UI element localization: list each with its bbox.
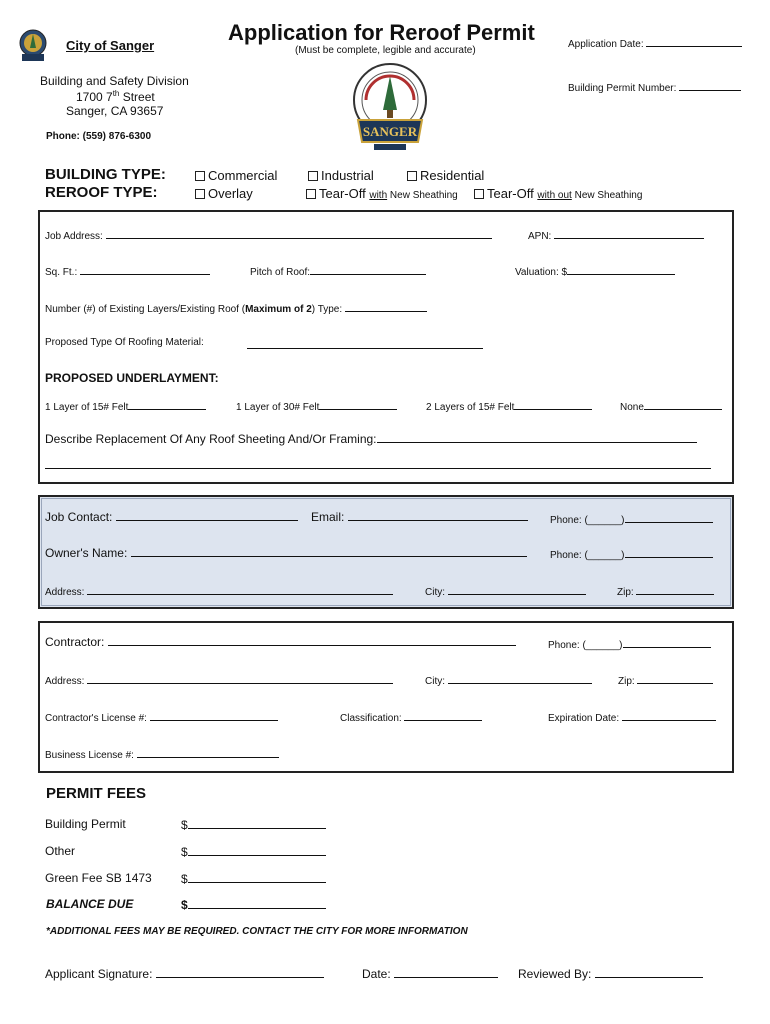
fee-green-label: Green Fee SB 1473 [45, 871, 152, 885]
apn-field[interactable] [554, 227, 704, 239]
business-license-field[interactable] [137, 746, 279, 758]
city-logo-small [18, 28, 48, 69]
fee-building-permit: $ [181, 817, 326, 832]
describe-replacement-line-2[interactable] [45, 457, 711, 469]
contractor-city-field[interactable] [448, 672, 592, 684]
svg-text:SANGER: SANGER [362, 124, 418, 139]
building-type-label: BUILDING TYPE: [45, 166, 166, 183]
checkbox-tearoff-without[interactable] [474, 189, 484, 199]
job-contact-field[interactable] [116, 509, 298, 521]
email-field[interactable] [348, 509, 528, 521]
contractor-name: Contractor: [45, 634, 516, 649]
option-overlay[interactable]: Overlay [195, 186, 253, 201]
fee-other-label: Other [45, 844, 76, 858]
contractor-name-field[interactable] [108, 634, 516, 646]
city-seal [352, 62, 428, 159]
applicant-signature: Applicant Signature: [45, 966, 324, 981]
underlay-option-3[interactable]: 2 Layers of 15# Felt [426, 398, 592, 413]
checkbox-overlay[interactable] [195, 189, 205, 199]
valuation-field[interactable] [567, 263, 675, 275]
owner-zip: Zip: [617, 583, 714, 598]
additional-fees-note: *ADDITIONAL FEES MAY BE REQUIRED. CONTACT THE CITY FOR MORE INFORMATION [46, 926, 468, 937]
fee-green: $ [181, 871, 326, 886]
describe-replacement: Describe Replacement Of Any Roof Sheeting And/Or Framing: [45, 431, 697, 446]
contractor-address: Address: [45, 672, 393, 687]
contractor-phone: Phone: (______) [548, 636, 711, 651]
option-residential[interactable]: Residential [407, 168, 484, 183]
city-name: City of Sanger [66, 38, 155, 53]
underlayment-heading: PROPOSED UNDERLAYMENT: [45, 371, 219, 385]
pitch-of-roof-field[interactable] [310, 263, 426, 275]
contractor-zip: Zip: [618, 672, 713, 687]
division-name: Building and Safety Division [40, 74, 189, 88]
fee-building-permit-field[interactable] [188, 817, 326, 829]
job-address-field[interactable] [106, 227, 492, 239]
contact-phone: Phone: (______) [550, 511, 713, 526]
classification-field[interactable] [404, 709, 482, 721]
owner-name-field[interactable] [131, 545, 527, 557]
contractor-license-field[interactable] [150, 709, 278, 721]
checkbox-commercial[interactable] [195, 171, 205, 181]
underlay-option-2[interactable]: 1 Layer of 30# Felt [236, 398, 397, 413]
owner-name: Owner's Name: [45, 545, 527, 560]
balance-due-label: BALANCE DUE [46, 897, 134, 911]
balance-due: $ [181, 897, 326, 912]
job-contact: Job Contact: [45, 509, 298, 524]
owner-phone: Phone: (______) [550, 546, 713, 561]
phone-number: Phone: (559) 876-6300 [46, 131, 152, 142]
describe-replacement-field[interactable] [377, 431, 697, 443]
owner-address: Address: [45, 583, 393, 598]
pitch-of-roof: Pitch of Roof: [250, 263, 426, 278]
applicant-signature-field[interactable] [156, 966, 324, 978]
form-subtitle: (Must be complete, legible and accurate) [295, 45, 476, 56]
contractor-phone-field[interactable] [623, 636, 711, 648]
option-tearoff-with[interactable]: Tear-Off with New Sheathing [306, 186, 458, 201]
contractor-zip-field[interactable] [637, 672, 713, 684]
expiration-date-field[interactable] [622, 709, 716, 721]
sq-ft-field[interactable] [80, 263, 210, 275]
fee-other-field[interactable] [188, 844, 326, 856]
sq-ft: Sq. Ft.: [45, 263, 210, 278]
classification: Classification: [340, 709, 482, 724]
signature-date: Date: [362, 966, 498, 981]
proposed-material: Proposed Type Of Roofing Material: [45, 337, 204, 348]
existing-roof-type-field[interactable] [345, 300, 427, 312]
reroof-type-label: REROOF TYPE: [45, 184, 158, 201]
underlay-option-1[interactable]: 1 Layer of 15# Felt [45, 398, 206, 413]
proposed-material-field[interactable] [247, 337, 483, 349]
option-industrial[interactable]: Industrial [308, 168, 374, 183]
owner-city-field[interactable] [448, 583, 586, 595]
signature-date-field[interactable] [394, 966, 498, 978]
checkbox-residential[interactable] [407, 171, 417, 181]
fee-green-field[interactable] [188, 871, 326, 883]
email: Email: [311, 509, 528, 524]
fee-other: $ [181, 844, 326, 859]
existing-layers: Number (#) of Existing Layers/Existing Roof (Maximum of 2) Type: [45, 300, 427, 315]
reviewed-by-field[interactable] [595, 966, 703, 978]
checkbox-tearoff-with[interactable] [306, 189, 316, 199]
building-permit-number-field[interactable] [679, 79, 741, 91]
form-title: Application for Reroof Permit [228, 20, 535, 45]
reviewed-by: Reviewed By: [518, 966, 703, 981]
owner-zip-field[interactable] [636, 583, 714, 595]
checkbox-industrial[interactable] [308, 171, 318, 181]
option-tearoff-without[interactable]: Tear-Off with out New Sheathing [474, 186, 642, 201]
application-date: Application Date: [568, 35, 742, 50]
city-state-zip: Sanger, CA 93657 [66, 104, 164, 118]
application-date-field[interactable] [646, 35, 742, 47]
street-address: 1700 7th Street [76, 89, 155, 104]
owner-phone-field[interactable] [625, 546, 713, 558]
fee-building-permit-label: Building Permit [45, 817, 126, 831]
contractor-license: Contractor's License #: [45, 709, 278, 724]
owner-address-field[interactable] [87, 583, 393, 595]
business-license: Business License #: [45, 746, 279, 761]
contractor-city: City: [425, 672, 592, 687]
building-permit-number: Building Permit Number: [568, 79, 741, 94]
valuation: Valuation: $ [515, 263, 675, 278]
contractor-address-field[interactable] [87, 672, 393, 684]
job-address: Job Address: [45, 227, 492, 242]
owner-city: City: [425, 583, 586, 598]
underlay-option-4[interactable]: None [620, 398, 722, 413]
contact-phone-field[interactable] [625, 511, 713, 523]
balance-due-field[interactable] [188, 897, 326, 909]
apn: APN: [528, 227, 704, 242]
permit-fees-heading: PERMIT FEES [46, 785, 147, 802]
expiration-date: Expiration Date: [548, 709, 716, 724]
option-commercial[interactable]: Commercial [195, 168, 277, 183]
